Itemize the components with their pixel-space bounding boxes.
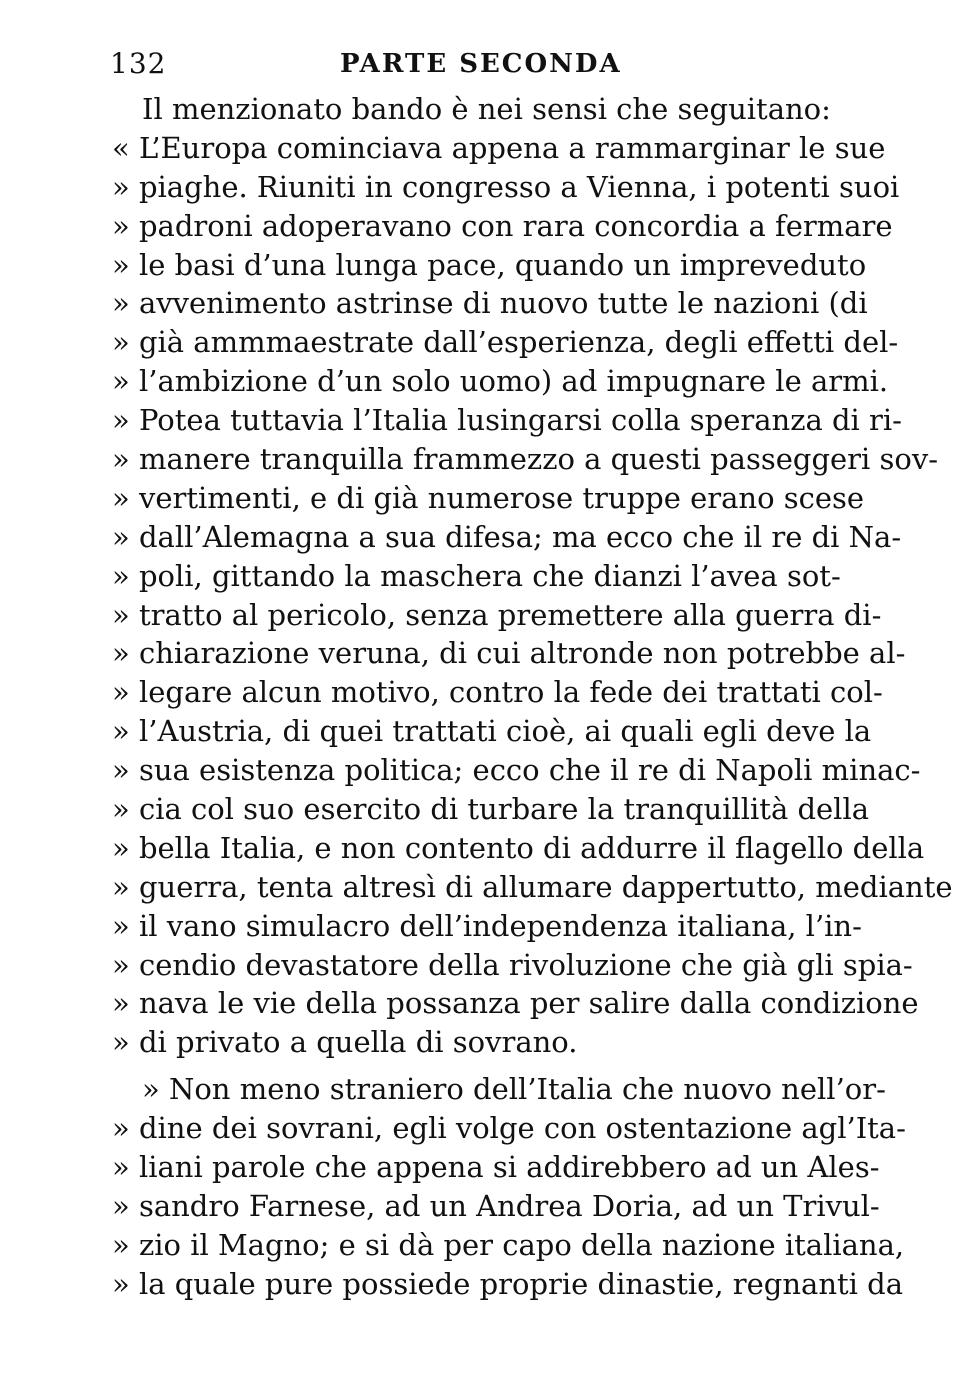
running-head bbox=[110, 44, 790, 84]
text-line: » l’Austria, di quei trattati cioè, ai quali egli deve la bbox=[112, 714, 872, 749]
text-line: » cia col suo esercito di turbare la tranquillità della bbox=[112, 792, 870, 827]
text-line: » manere tranquilla frammezzo a questi passeggeri sov- bbox=[112, 442, 939, 477]
text-line: » l’ambizione d’un solo uomo) ad impugnare le armi. bbox=[112, 364, 889, 399]
text-line: » legare alcun motivo, contro la fede dei trattati col- bbox=[112, 675, 883, 710]
text-line: » liani parole che appena si addirebbero ad un Ales- bbox=[112, 1150, 880, 1185]
page-number: 132 bbox=[110, 47, 167, 80]
text-line: » avvenimento astrinse di nuovo tutte le nazioni (di bbox=[112, 286, 868, 321]
text-line: » le basi d’una lunga pace, quando un impreveduto bbox=[112, 247, 867, 282]
text-line: » guerra, tenta altresì di allumare dappertutto, mediante bbox=[112, 869, 953, 904]
text-line: » cendio devastatore della rivoluzione che già gli spia- bbox=[112, 947, 913, 982]
section-title: PARTE SECONDA bbox=[340, 49, 622, 79]
text-line: » bella Italia, e non contento di addurre il flagello della bbox=[112, 830, 925, 865]
paragraph-end-line: » di privato a quella di sovrano. bbox=[112, 1025, 578, 1060]
text-line: » zio il Magno; e si dà per capo della nazione italiana, bbox=[112, 1227, 905, 1262]
paragraph-gap bbox=[112, 1062, 792, 1070]
text-line: » tratto al pericolo, senza premettere alla guerra di- bbox=[112, 597, 882, 632]
text-line: » sandro Farnese, ad un Andrea Doria, ad un Trivul- bbox=[112, 1188, 880, 1223]
paragraph-start-line: » Non meno straniero dell’Italia che nuovo nell’or- bbox=[142, 1072, 886, 1107]
text-line: » nava le vie della possanza per salire dalla condizione bbox=[112, 986, 919, 1021]
text-line: » poli, gittando la maschera che dianzi l’avea sot- bbox=[112, 558, 841, 593]
text-line: » già ammmaestrate dall’esperienza, degli effetti del- bbox=[112, 325, 899, 360]
text-line: Il menzionato bando è nei sensi che seguitano: bbox=[142, 92, 831, 126]
text-line: » padroni adoperavano con rara concordia a fermare bbox=[112, 208, 893, 243]
text-line: » chiarazione veruna, di cui altronde non potrebbe al- bbox=[112, 636, 906, 671]
text-line: » sua esistenza politica; ecco che il re di Napoli minac- bbox=[112, 753, 921, 788]
text-line: » Potea tuttavia l’Italia lusingarsi colla speranza di ri- bbox=[112, 403, 902, 438]
text-line: » dall’Alemagna a sua difesa; ma ecco che il re di Na- bbox=[112, 519, 902, 554]
body-text bbox=[112, 90, 953, 1304]
text-line: « L’Europa cominciava appena a rammarginar le sue bbox=[112, 130, 886, 165]
text-line: » la quale pure possiede proprie dinastie, regnanti da bbox=[112, 1266, 904, 1301]
text-line: » vertimenti, e di già numerose truppe erano scese bbox=[112, 480, 865, 515]
text-line: » il vano simulacro dell’independenza italiana, l’in- bbox=[112, 908, 862, 943]
text-line: » dine dei sovrani, egli volge con ostentazione agl’Ita- bbox=[112, 1111, 906, 1146]
text-line: » piaghe. Riuniti in congresso a Vienna, i potenti suoi bbox=[112, 169, 900, 204]
